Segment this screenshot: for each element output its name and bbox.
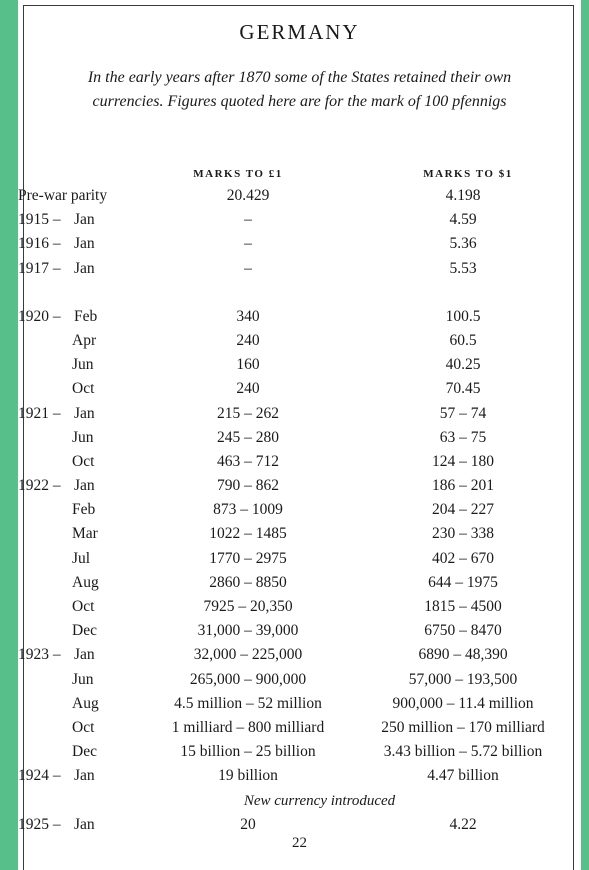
row-month: Mar — [72, 525, 98, 543]
row-month: Jan — [74, 259, 95, 277]
marks-to-pound-value: 245 – 280 — [217, 428, 279, 446]
table-row — [18, 498, 581, 522]
marks-to-dollar-value: 5.36 — [449, 235, 477, 253]
marks-to-dollar-value: 6890 – 48,390 — [418, 646, 508, 664]
marks-to-pound-value: 265,000 – 900,000 — [189, 670, 307, 688]
table-row — [18, 547, 581, 571]
row-month: Feb — [72, 501, 96, 519]
column-header-dollar: MARKS TO $1 — [423, 168, 513, 180]
intro-paragraph: In the early years after 1870 some of the States retained their own currencies. Figures quoted here are for the mark of 100 pfennigs — [87, 69, 512, 110]
table-row — [18, 595, 581, 619]
table-row — [18, 426, 581, 450]
row-month: Jan — [74, 235, 95, 253]
row-year: 1922 – — [18, 477, 61, 495]
marks-to-pound-value: 20 — [240, 815, 256, 833]
table-row — [18, 813, 581, 837]
page-title: GERMANY — [239, 20, 360, 44]
row-year: 1923 – — [18, 646, 61, 664]
marks-to-pound-value: 340 — [236, 307, 260, 325]
table-row — [18, 716, 581, 740]
table-row — [18, 184, 581, 208]
row-year: 1916 – — [18, 235, 61, 253]
row-year: 1921 – — [18, 404, 61, 422]
row-month: Oct — [72, 380, 95, 398]
table-row — [18, 474, 581, 498]
row-year: Pre-war parity — [18, 187, 108, 204]
row-month: Apr — [72, 331, 97, 349]
marks-to-pound-value: 32,000 – 225,000 — [193, 646, 303, 664]
marks-to-dollar-value: 3.43 billion – 5.72 billion — [383, 743, 543, 761]
row-month: Jan — [74, 767, 95, 785]
marks-to-pound-value: 20.429 — [226, 187, 270, 204]
table-row — [18, 257, 581, 281]
marks-to-dollar-value: 4.22 — [449, 815, 477, 833]
table-row — [18, 232, 581, 256]
marks-to-pound-value: 2860 – 8850 — [209, 573, 287, 591]
marks-to-dollar-value: 1815 – 4500 — [424, 598, 502, 615]
left-margin — [0, 0, 18, 870]
row-month: Dec — [72, 743, 97, 761]
marks-to-pound-value: 19 billion — [218, 767, 278, 785]
marks-to-dollar-value: 6750 – 8470 — [424, 622, 502, 640]
column-header-pound: MARKS TO £1 — [193, 168, 283, 180]
marks-to-pound-value: – — [244, 211, 252, 229]
row-month: Aug — [72, 573, 99, 591]
row-month: Jun — [72, 670, 94, 688]
marks-to-dollar-value: 402 – 670 — [432, 549, 494, 567]
marks-to-dollar-value: 100.5 — [445, 307, 481, 325]
table-row — [18, 450, 581, 474]
currency-note: New currency introduced — [243, 792, 396, 809]
row-month: Jun — [72, 428, 94, 446]
exchange-rate-table — [18, 184, 581, 837]
marks-to-pound-value: 15 billion – 25 billion — [180, 743, 316, 761]
row-month: Jan — [74, 404, 95, 422]
marks-to-dollar-value: 900,000 – 11.4 million — [392, 694, 534, 712]
row-month: Jun — [72, 356, 94, 374]
marks-to-pound-value: 873 – 1009 — [213, 501, 283, 519]
table-row — [18, 668, 581, 692]
marks-to-dollar-value: 63 – 75 — [439, 428, 487, 446]
marks-to-pound-value: 790 – 862 — [217, 477, 279, 495]
table-row — [18, 643, 581, 667]
marks-to-pound-value: 160 — [236, 356, 260, 374]
row-month: Jul — [72, 549, 91, 567]
marks-to-pound-value: 215 – 262 — [217, 404, 279, 422]
marks-to-dollar-value: 40.25 — [445, 356, 481, 374]
row-year: 1925 – — [18, 815, 61, 833]
row-month: Feb — [74, 307, 98, 325]
row-month: Aug — [72, 694, 99, 712]
marks-to-dollar-value: 60.5 — [449, 331, 477, 349]
table-row — [18, 571, 581, 595]
marks-to-dollar-value: 4.198 — [445, 187, 481, 204]
row-month: Oct — [72, 718, 95, 736]
row-month: Oct — [72, 598, 95, 615]
marks-to-dollar-value: 70.45 — [445, 380, 481, 398]
marks-to-pound-value: 1 milliard – 800 milliard — [171, 718, 325, 736]
marks-to-pound-value: 7925 – 20,350 — [203, 598, 293, 615]
table-row — [18, 329, 581, 353]
marks-to-dollar-value: 57 – 74 — [439, 404, 487, 422]
table-row — [18, 764, 581, 788]
marks-to-dollar-value: 4.59 — [449, 211, 477, 229]
book-page — [18, 0, 581, 870]
row-year: 1920 – — [18, 307, 61, 325]
row-month: Jan — [74, 646, 95, 664]
page-number: 22 — [292, 835, 307, 851]
row-year: 1915 – — [18, 211, 61, 229]
marks-to-dollar-value: 57,000 – 193,500 — [408, 670, 518, 688]
table-row — [18, 377, 581, 401]
row-month: Jan — [74, 477, 95, 495]
table-row — [18, 208, 581, 232]
marks-to-pound-value: 1022 – 1485 — [209, 525, 287, 543]
marks-to-dollar-value: 186 – 201 — [432, 477, 494, 495]
table-row — [18, 402, 581, 426]
row-month: Jan — [74, 815, 95, 833]
marks-to-pound-value: 4.5 million – 52 million — [174, 694, 322, 712]
marks-to-pound-value: – — [244, 259, 252, 277]
table-row — [18, 353, 581, 377]
marks-to-pound-value: 240 — [236, 380, 260, 398]
marks-to-pound-value: 240 — [236, 331, 260, 349]
marks-to-pound-value: – — [244, 235, 252, 253]
marks-to-pound-value: 1770 – 2975 — [209, 549, 287, 567]
row-year: 1924 – — [18, 767, 61, 785]
table-row — [18, 692, 581, 716]
table-row — [18, 619, 581, 643]
table-row — [18, 522, 581, 546]
table-row — [18, 305, 581, 329]
marks-to-pound-value: 31,000 – 39,000 — [197, 622, 299, 640]
marks-to-dollar-value: 5.53 — [449, 259, 477, 277]
table-row — [18, 740, 581, 764]
row-month: Dec — [72, 622, 97, 640]
marks-to-pound-value: 463 – 712 — [217, 452, 279, 470]
row-year: 1917 – — [18, 259, 61, 277]
marks-to-dollar-value: 644 – 1975 — [428, 573, 498, 591]
marks-to-dollar-value: 250 million – 170 milliard — [381, 718, 545, 736]
row-month: Jan — [74, 211, 95, 229]
marks-to-dollar-value: 4.47 billion — [427, 767, 499, 785]
marks-to-dollar-value: 230 – 338 — [432, 525, 494, 543]
marks-to-dollar-value: 204 – 227 — [432, 501, 494, 519]
row-month: Oct — [72, 452, 95, 470]
marks-to-dollar-value: 124 – 180 — [432, 452, 494, 470]
